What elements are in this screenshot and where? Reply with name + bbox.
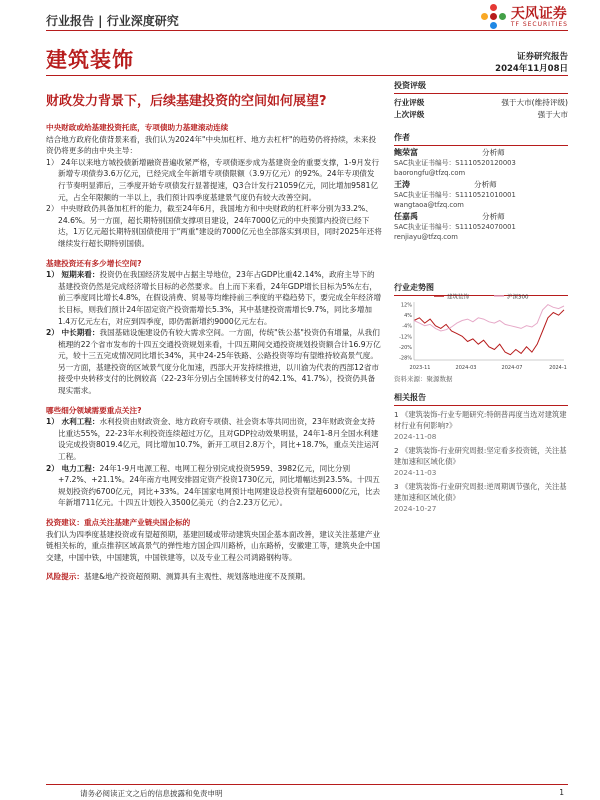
series-line-1 bbox=[414, 305, 564, 331]
logo-cn: 天风证券 bbox=[510, 5, 567, 22]
rating-row bbox=[394, 97, 568, 109]
related-title[interactable]: 3 《建筑装饰-行业研究周报:逆周期调节强化，关注基建加速和区域化债》 bbox=[394, 482, 567, 502]
rating-value: 强于大市 bbox=[537, 110, 568, 119]
author-email[interactable]: baorongfu@tfzq.com bbox=[394, 169, 466, 177]
author-role: 分析师 bbox=[482, 212, 505, 221]
related-item[interactable] bbox=[394, 445, 568, 478]
author-heading: 作者 bbox=[394, 132, 568, 146]
author-email[interactable]: renjiayu@tfzq.com bbox=[394, 233, 458, 241]
header-rule bbox=[46, 30, 568, 31]
list-item bbox=[46, 463, 382, 509]
section-heading: 基建投资还有多少增长空间? bbox=[46, 258, 142, 268]
list-item bbox=[46, 416, 382, 462]
rating-heading: 投资评级 bbox=[394, 80, 568, 94]
author-name: 任嘉禹 bbox=[394, 212, 418, 221]
risk-label: 风险提示： bbox=[46, 572, 84, 582]
chart-source: 资料来源：聚源数据 bbox=[394, 375, 453, 383]
section-heading: 哪些细分领域需要重点关注? bbox=[46, 405, 142, 415]
rating-value: 强于大市(维持评级) bbox=[501, 98, 568, 107]
y-tick-label: -4% bbox=[402, 323, 412, 330]
rating-key: 行业评级 bbox=[394, 98, 425, 107]
footer-rule bbox=[46, 784, 568, 785]
related-item[interactable] bbox=[394, 481, 568, 514]
author-entry bbox=[394, 148, 568, 178]
logo-en: TF SECURITIES bbox=[510, 20, 568, 28]
risk-text: 基建&地产投资超预期、测算具有主观性、规划落地进度不及预期。 bbox=[83, 572, 311, 582]
related-date: 2024-11-03 bbox=[394, 468, 437, 477]
item-text: 投资仍在我国经济发展中占据主导地位，23年占GDP比重42.14%，政府主导下的基建投资仍然是完成经济增长目标的必然要求。自上而下来看，24年GDP增长目标为5%左右，前三季度同比增长4.8%，在假设消费、贸易等均维持前三季度的平稳趋势下，要完成全年经济增长目标，则我们预计24年固定资产投资需增长5.3%，其中基建投资需增长9.7%，同比多增加1.4万亿元左右，对应到四季度，即仍需新增约9000亿元左右。 bbox=[58, 270, 382, 326]
legend-label: 沪深300 bbox=[507, 294, 529, 301]
company-logo bbox=[481, 4, 568, 30]
list-item: 2） 中央财政仍具备加杠杆的能力，截至24年6月，我国地方和中央财政的杠杆率分别为33.2%、24.6%。另一方面，超长期特别国债支撑项目建设，24年7000亿元的中央预算内投资已经下达，1万亿元超长期特别国债使用于"两重"建设的7000亿元也全部落实到项目，同时2025年还将继续发行超长期特别国债。 bbox=[46, 204, 382, 248]
sector-title: 建筑装饰 bbox=[46, 48, 134, 72]
footer-disclaimer: 请务必阅读正文之后的信息披露和免责申明 bbox=[80, 789, 223, 798]
legend-label: 建筑装饰 bbox=[447, 294, 470, 301]
item-text: 我国基础设施建设仍有较大需求空间。一方面，传统"铁公基"投资仍有增量，从我们梳理的22个省市发布的十四五交通投资规划来看，十四五期间交通投资规划投资额合计16.9万亿元，较十三五完成情况同比增长34%，其中24-25年铁路、公路投资等均有望维持较高景气度。另一方面，基建投资的区域景气度分化加速，西部大开发持续推进，以川渝为代表的西部12省市接受中央转移支付的比例较高（22-23年分别占全国转移支付的42.1%、41.7%），投资仍具备现实需求。 bbox=[58, 328, 381, 396]
rating-key: 上次评级 bbox=[394, 110, 425, 119]
related-title[interactable]: 2 《建筑装饰-行业研究周报:坚定看多投资链，关注基建加速和区域化债》 bbox=[394, 446, 567, 466]
item-label: 2） 电力工程： bbox=[46, 463, 100, 473]
y-tick-label: 4% bbox=[404, 313, 412, 320]
main-body bbox=[46, 122, 382, 583]
related-item[interactable] bbox=[394, 409, 568, 442]
related-heading: 相关报告 bbox=[394, 392, 568, 406]
y-tick-label: -28% bbox=[399, 355, 412, 362]
author-panel bbox=[394, 132, 568, 242]
title-rule bbox=[46, 75, 568, 76]
paragraph: 结合地方政府化债背景来看，我们认为2024年"中央加杠杆、地方去杠杆"的趋势仍将持续，未来投资仍将更多的由中央主导： bbox=[46, 134, 377, 156]
section-heading: 投资建议：重点关注基建产业链央国企标的 bbox=[46, 518, 191, 527]
x-tick-label: 2024-03 bbox=[455, 365, 477, 371]
logo-mark-icon bbox=[481, 4, 507, 30]
trend-heading: 行业走势图 bbox=[394, 282, 568, 296]
related-date: 2024-11-08 bbox=[394, 432, 437, 441]
x-tick-label: 2024-1 bbox=[549, 365, 567, 371]
related-date: 2024-10-27 bbox=[394, 504, 437, 513]
item-label: 2） 中长期看： bbox=[46, 328, 100, 338]
item-text: 水利投资由财政资金、地方政府专项债、社会资本等共同出资，23年财政资金支持比重达55%，22-23年水利投资连续超过万亿，且对GDP拉动效果明显，24年1-8月全国水利建设完成投资8019.4亿元，同比增加10.7%，新开工项目2.8万个，同比+18.7%，重点关注运河工程。 bbox=[58, 417, 380, 462]
author-name: 鲍荣富 bbox=[394, 148, 418, 157]
y-tick-label: 12% bbox=[400, 302, 412, 309]
related-panel bbox=[394, 392, 568, 514]
x-tick-label: 2023-11 bbox=[409, 365, 431, 371]
related-title[interactable]: 1 《建筑装饰-行业专题研究:特朗普再度当选对建筑建材行业有何影响?》 bbox=[394, 410, 567, 430]
report-title: 财政发力背景下，后续基建投资的空间如何展望? bbox=[46, 94, 327, 109]
author-cert: SAC执业证书编号：S1110524070001 bbox=[394, 223, 516, 231]
section-heading: 中央财政或给基建投资托底，专项债助力基建滚动连续 bbox=[46, 123, 229, 132]
trend-chart bbox=[394, 292, 568, 372]
paragraph: 我们认为四季度基建投资或有望超预期，基建回暖或带动建筑央国企基本面改善，建议关注基建产业链相关标的，重点推荐区域高景气的弹性地方国企四川路桥，山东路桥，安徽建工等，建筑央企中国交建，中国中铁，中国建筑，中国铁建等，以及专业工程公司鸿路钢构等。 bbox=[46, 529, 381, 562]
report-type: 证券研究报告 bbox=[516, 52, 568, 62]
rating-panel bbox=[394, 80, 568, 121]
author-entry bbox=[394, 212, 568, 242]
author-role: 分析师 bbox=[482, 148, 505, 157]
risk-paragraph bbox=[46, 571, 382, 583]
report-date: 2024年11月08日 bbox=[495, 64, 568, 74]
author-entry bbox=[394, 180, 568, 210]
series-line-0 bbox=[414, 310, 564, 355]
page-number: 1 bbox=[559, 788, 564, 797]
y-tick-label: -20% bbox=[399, 344, 412, 351]
header-breadcrumb: 行业报告 | 行业深度研究 bbox=[46, 14, 179, 28]
rating-row bbox=[394, 109, 568, 121]
trend-chart-svg bbox=[394, 292, 568, 372]
item-label: 1） 短期来看： bbox=[46, 270, 100, 280]
y-tick-label: -12% bbox=[399, 334, 412, 341]
author-email[interactable]: wangtaoa@tfzq.com bbox=[394, 201, 464, 209]
item-text: 24年1-9月电源工程、电网工程分别完成投资5959、3982亿元，同比分别+7.2%、+21.1%。24年南方电网安排固定资产投资1730亿元，同比增幅达到23.5%。十四五规划投资约6700亿元，同比+33%。24年国家电网预计电网建设总投资有望超6000亿元，比去年新增711亿元。十四五计划投入3500亿美元（约合2.23万亿元）。 bbox=[58, 463, 381, 508]
author-role: 分析师 bbox=[474, 180, 497, 189]
list-item bbox=[46, 269, 382, 327]
author-name: 王涛 bbox=[394, 180, 410, 189]
author-cert: SAC执业证书编号：S1110520120003 bbox=[394, 159, 516, 167]
author-cert: SAC执业证书编号：S1110521010001 bbox=[394, 191, 516, 199]
list-item: 1） 24年以来地方城投债新增融资普遍收紧严格，专项债逐步成为基建资金的重要支撑，1-9月发行新增专项债券3.6万亿元，已经完成全年新增专项债限额（3.9万亿元）的92%。24年专项债发行节奏明显滞后，三季度开始专项债发行显著提速，Q3合计发行21059亿元，同比增加9581亿元，占全年限额的一半以上，我们预计四季度基建景气度仍有较大改善空间。 bbox=[46, 157, 380, 202]
item-label: 1） 水利工程： bbox=[46, 417, 100, 427]
x-tick-label: 2024-07 bbox=[501, 365, 523, 371]
list-item bbox=[46, 327, 382, 397]
